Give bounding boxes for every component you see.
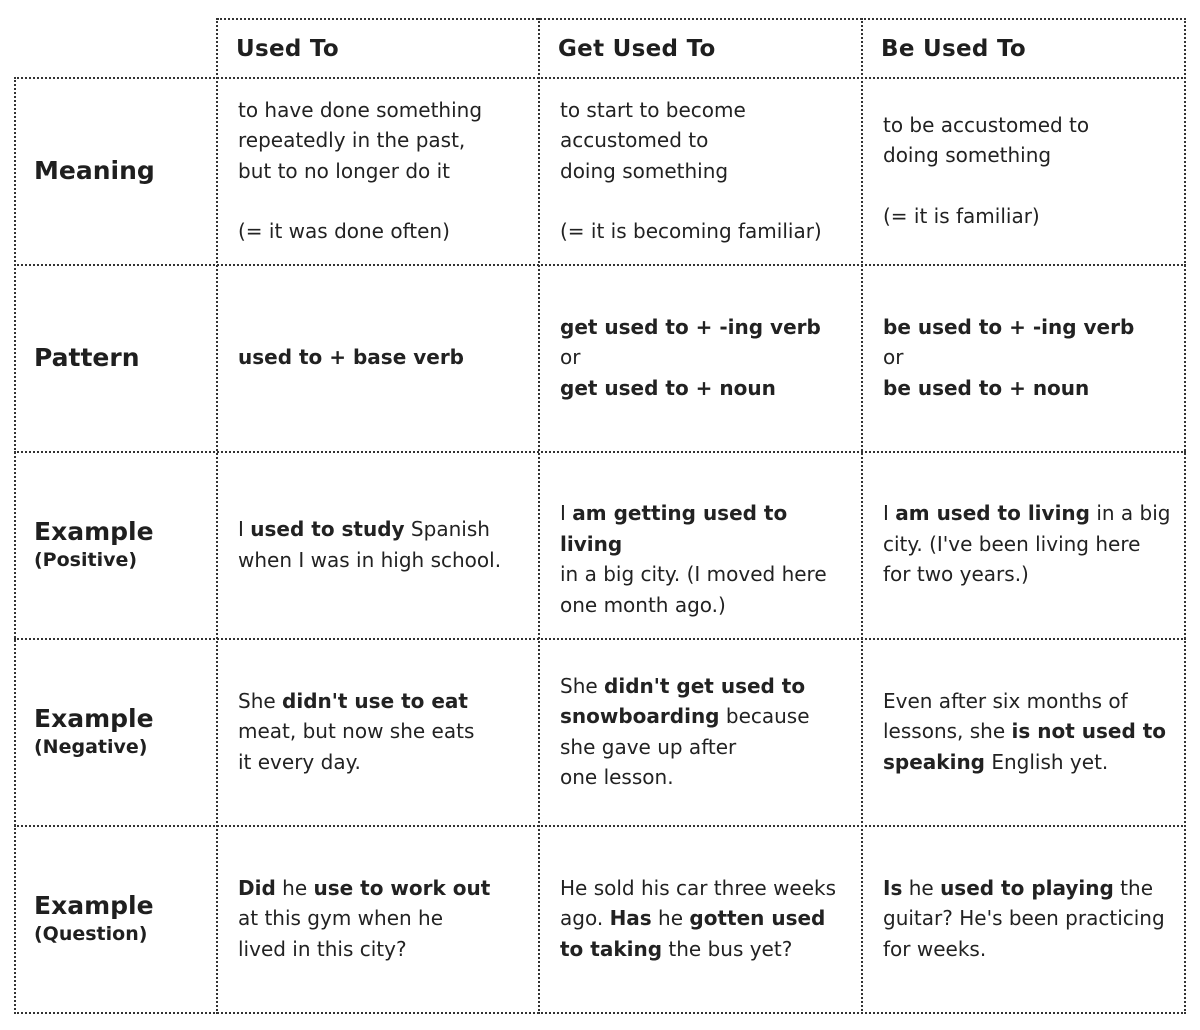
cell-question-get-used-to [538, 825, 861, 1012]
cell-pattern-get-used-to [538, 264, 861, 451]
cell-positive-get-used-to [538, 451, 861, 638]
text-line: He sold his car three weeks [560, 875, 837, 900]
row-label-text: Example [34, 516, 154, 546]
text-line: for weeks. [883, 936, 987, 961]
cell-pattern-be-used-to [861, 264, 1184, 451]
text-line: one month ago.) [560, 592, 726, 617]
text-line: accustomed to [560, 128, 709, 152]
row-sublabel-text: (Positive) [34, 548, 138, 571]
text-line: doing something [883, 143, 1052, 168]
text-line: city. (I've been living here [883, 531, 1141, 556]
text-line: guitar? He's been practicing [883, 906, 1165, 931]
text-line: Did he use to work out [238, 875, 491, 900]
text-note: (= it is familiar) [883, 203, 1040, 228]
pattern-formula: be used to + -ing verb [883, 314, 1135, 339]
text-line: ago. Has he gotten used [560, 906, 826, 931]
row-label-text: Example [34, 890, 154, 920]
row-sublabel-text: (Negative) [34, 735, 148, 758]
text-line: she gave up after [560, 734, 737, 759]
cell-negative-be-used-to [861, 638, 1184, 825]
header-be-used-to [861, 18, 1184, 77]
text-note: (= it is becoming familiar) [560, 219, 822, 243]
header-label: Be Used To [881, 36, 1027, 62]
text-line: I used to study Spanish [238, 517, 490, 541]
text-line: to be accustomed to [883, 112, 1090, 137]
header-label: Used To [236, 36, 339, 62]
text-line: repeatedly in the past, [238, 128, 466, 152]
cell-question-used-to [216, 825, 538, 1012]
cell-positive-used-to [216, 451, 538, 638]
text-line: I am used to living in a big [883, 501, 1171, 525]
header-get-used-to [538, 18, 861, 77]
cell-question-be-used-to [861, 825, 1184, 1012]
text-line: one lesson. [560, 765, 674, 789]
cell-positive-be-used-to [861, 451, 1184, 638]
text-line: at this gym when he [238, 906, 444, 931]
cell-negative-get-used-to [538, 638, 861, 825]
text-line: She didn't use to eat [238, 688, 468, 713]
text-line: to taking the bus yet? [560, 936, 793, 961]
row-label-meaning [14, 77, 216, 264]
row-label-text: Pattern [34, 342, 140, 372]
text-line: but to no longer do it [238, 158, 451, 183]
text-line: Even after six months of [883, 688, 1128, 713]
cell-meaning-be-used-to [861, 77, 1184, 264]
pattern-formula: used to + base verb [238, 345, 464, 370]
row-label-positive [14, 451, 216, 638]
row-label-text: Meaning [34, 155, 155, 185]
text-line: to have done something [238, 97, 483, 122]
grid-line [14, 1012, 1186, 1014]
row-label-negative [14, 638, 216, 825]
pattern-formula: get used to + -ing verb [560, 314, 821, 339]
pattern-or: or [560, 345, 581, 370]
text-line: speaking English yet. [883, 749, 1109, 774]
header-label: Get Used To [558, 36, 716, 62]
row-label-question [14, 825, 216, 1012]
grammar-table [14, 18, 1186, 1014]
grid-line [1184, 18, 1186, 1014]
text-line: to start to become [560, 97, 746, 122]
text-line: Is he used to playing the [883, 875, 1153, 900]
text-line: She didn't get used to [560, 673, 806, 698]
text-line: for two years.) [883, 562, 1029, 586]
text-line: when I was in high school. [238, 547, 502, 572]
text-line: it every day. [238, 749, 361, 774]
cell-meaning-get-used-to [538, 77, 861, 264]
pattern-formula: get used to + noun [560, 375, 776, 400]
cell-pattern-used-to [216, 264, 538, 451]
text-note: (= it was done often) [238, 219, 450, 243]
text-line: in a big city. (I moved here [560, 562, 827, 586]
header-used-to [216, 18, 538, 77]
text-line: snowboarding because [560, 704, 810, 728]
pattern-or: or [883, 345, 904, 370]
text-line: lessons, she is not used to [883, 719, 1167, 744]
cell-negative-used-to [216, 638, 538, 825]
row-label-pattern [14, 264, 216, 451]
text-line: lived in this city? [238, 936, 407, 961]
text-line: meat, but now she eats [238, 719, 475, 744]
pattern-formula: be used to + noun [883, 375, 1090, 400]
text-line: I am getting used to living [560, 501, 788, 556]
row-sublabel-text: (Question) [34, 922, 148, 945]
row-label-text: Example [34, 703, 154, 733]
cell-meaning-used-to [216, 77, 538, 264]
text-line: doing something [560, 158, 729, 183]
